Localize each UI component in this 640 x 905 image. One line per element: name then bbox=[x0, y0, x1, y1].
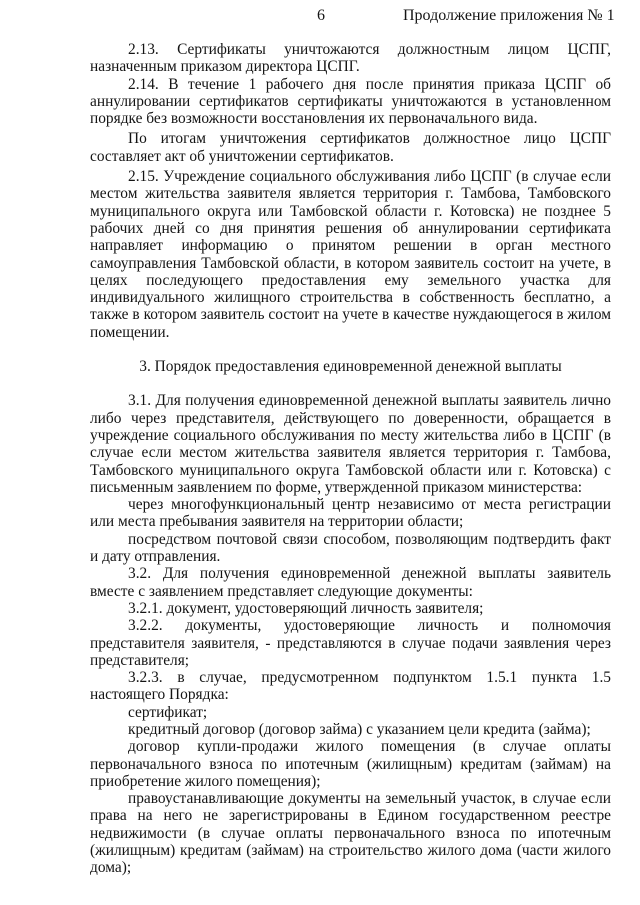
list-item-land-documents: правоустанавливающие документы на земельный участок, в случае если права на него не зарегистрированы в Едином государственном реестре недвижимости (в случае оплаты первоначального взноса по ипотечным (жилищным) кредитам (займам) на строительство жилого дома (части жилого дома); bbox=[90, 790, 611, 877]
page-number: 6 bbox=[317, 7, 325, 24]
paragraph-2-14: 2.14. В течение 1 рабочего дня после принятия приказа ЦСПГ об аннулировании сертификатов сертификаты уничтожаются в установленном порядке без возможности восстановления их первоначального вида. bbox=[90, 75, 611, 128]
paragraph-destruction-act: По итогам уничтожения сертификатов должностное лицо ЦСПГ составляет акт об уничтожении сертификатов. bbox=[90, 130, 611, 165]
list-item-loan-agreement: кредитный договор (договор займа) с указанием цели кредита (займа); bbox=[128, 720, 591, 738]
paragraph-3-2-3: 3.2.3. в случае, предусмотренном подпунктом 1.5.1 пункта 1.5 настоящего Порядка: bbox=[90, 669, 611, 704]
appendix-note: Продолжение приложения № 1 bbox=[403, 7, 615, 24]
paragraph-3-2-1: 3.2.1. документ, удостоверяющий личность заявителя; bbox=[128, 599, 484, 617]
paragraph-2-13: 2.13. Сертификаты уничтожаются должностным лицом ЦСПГ, назначенным приказом директора ЦСПГ. bbox=[90, 41, 611, 76]
document-body bbox=[90, 41, 611, 877]
list-item-purchase-agreement: договор купли-продажи жилого помещения (в случае оплаты первоначального взноса по ипотечным (жилищным) кредитам (займам) на приобретение жилого помещения); bbox=[90, 738, 611, 790]
list-item-mfc: через многофункциональный центр независимо от места регистрации или места пребывания заявителя на территории области; bbox=[90, 496, 611, 531]
section-heading-3: 3. Порядок предоставления единовременной денежной выплаты bbox=[139, 358, 562, 376]
list-item-certificate: сертификат; bbox=[128, 703, 208, 721]
paragraph-3-2: 3.2. Для получения единовременной денежной выплаты заявитель вместе с заявлением представляет следующие документы: bbox=[90, 565, 611, 600]
list-item-post: посредством почтовой связи способом, позволяющим подтвердить факт и дату отправления. bbox=[90, 530, 611, 566]
paragraph-2-15: 2.15. Учреждение социального обслуживания либо ЦСПГ (в случае если местом жительства заявителя является территория г. Тамбова, Тамбовского муниципального округа или Тамбовской области г. Котовска) не позднее 5 рабочих дней со дня принятия решения об аннулировании сертификата направляет информацию о принятом решении в орган местного самоуправления Тамбовской области, в котором заявитель состоит на учете, в целях последующего предоставления ему земельного участка для индивидуального жилищного строительства в собственность бесплатно, а также в котором заявитель состоит на учете в качестве нуждающегося в жилом помещении. bbox=[90, 168, 611, 341]
paragraph-3-2-2: 3.2.2. документы, удостоверяющие личность и полномочия представителя заявителя, - представляются в случае подачи заявления через представителя; bbox=[90, 617, 611, 669]
paragraph-3-1: 3.1. Для получения единовременной денежной выплаты заявитель лично либо через представителя, действующего по доверенности, обращается в учреждение социального обслуживания по месту жительства либо в ЦСПГ (в случае если местом жительства заявителя является территория г. Тамбова, Тамбовского муниципального округа Тамбовской области или г. Котовска) с письменным заявлением по форме, утвержденной приказом министерства: bbox=[90, 392, 611, 496]
